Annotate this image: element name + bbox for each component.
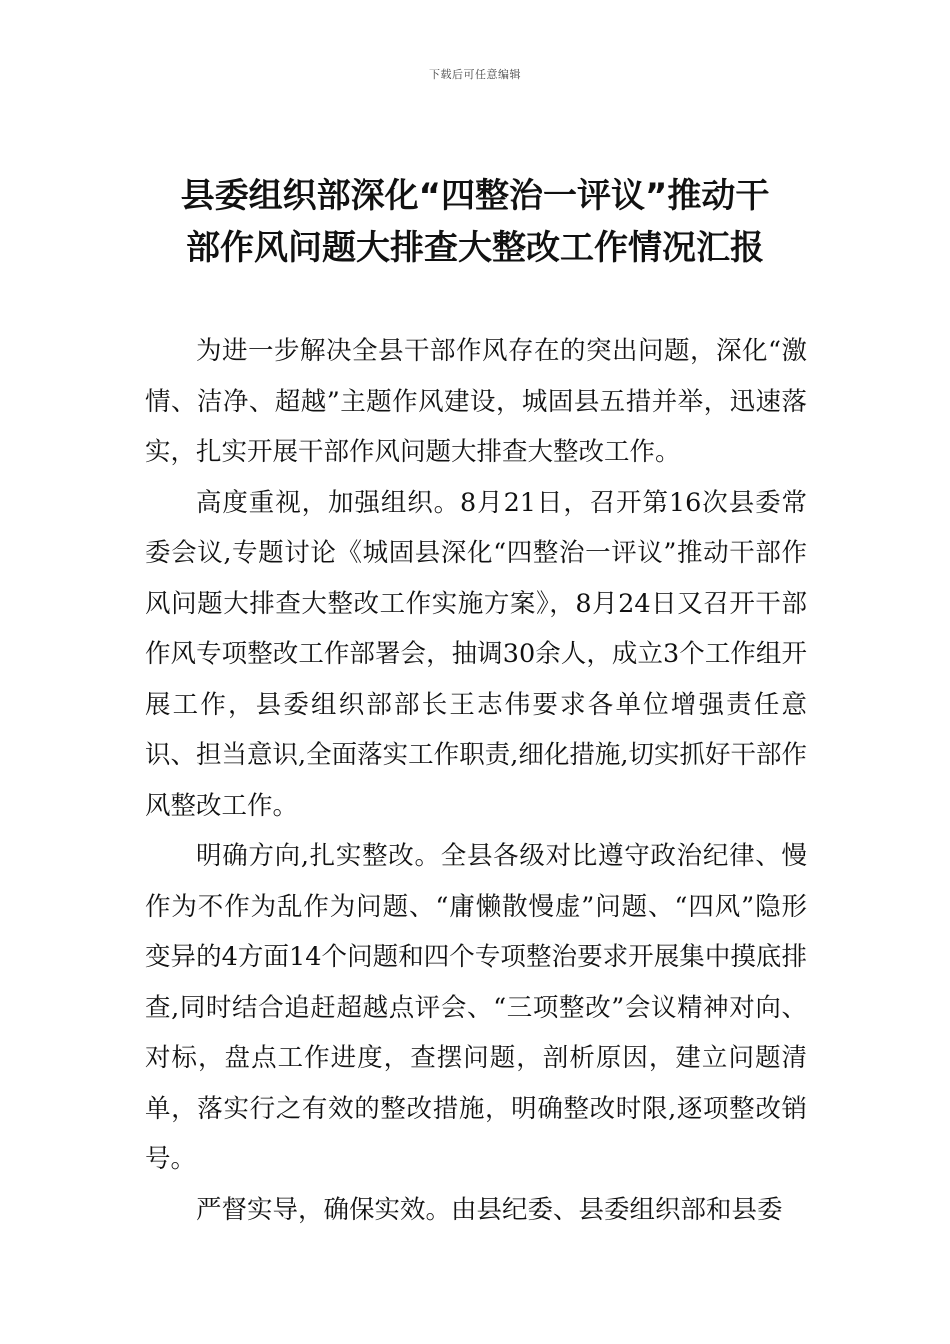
title-line-2: 部作风问题大排查大整改工作情况汇报 xyxy=(186,228,764,268)
document-body xyxy=(145,326,807,1235)
paragraph-organization: 高度重视，加强组织。8月21日，召开第16次县委常委会议,专题讨论《城固县深化“四整治一评议”推动干部作风问题大排查大整改工作实施方案》，8月24日又召开干部作风专项整改工作部署会，抽调30余人，成立3个工作组开展工作，县委组织部部长王志伟要求各单位增强责任意识、担当意识,全面落实工作职责,细化措施,切实抓好干部作风整改工作。 xyxy=(145,487,807,821)
document-title xyxy=(145,170,805,274)
paragraph-intro: 为进一步解决全县干部作风存在的突出问题，深化“激情、洁净、超越”主题作风建设，城固县五措并举，迅速落实，扎实开展干部作风问题大排查大整改工作。 xyxy=(145,336,807,467)
paragraph-rectification: 明确方向,扎实整改。全县各级对比遵守政治纪律、慢作为不作为乱作为问题、“庸懒散慢虚”问题、“四风”隐形变异的4方面14个问题和四个专项整治要求开展集中摸底排查,同时结合追赶超越点评会、“三项整改”会议精神对向、对标，盘点工作进度，查摆问题，剖析原因，建立问题清单，落实行之有效的整改措施，明确整改时限,逐项整改销号。 xyxy=(145,841,807,1174)
title-line-1: 县委组织部深化“四整治一评议”推动干 xyxy=(180,176,770,216)
page-header-note: 下载后可任意编辑 xyxy=(429,68,521,81)
paragraph-supervision: 严督实导，确保实效。由县纪委、县委组织部和县委 xyxy=(196,1194,783,1225)
